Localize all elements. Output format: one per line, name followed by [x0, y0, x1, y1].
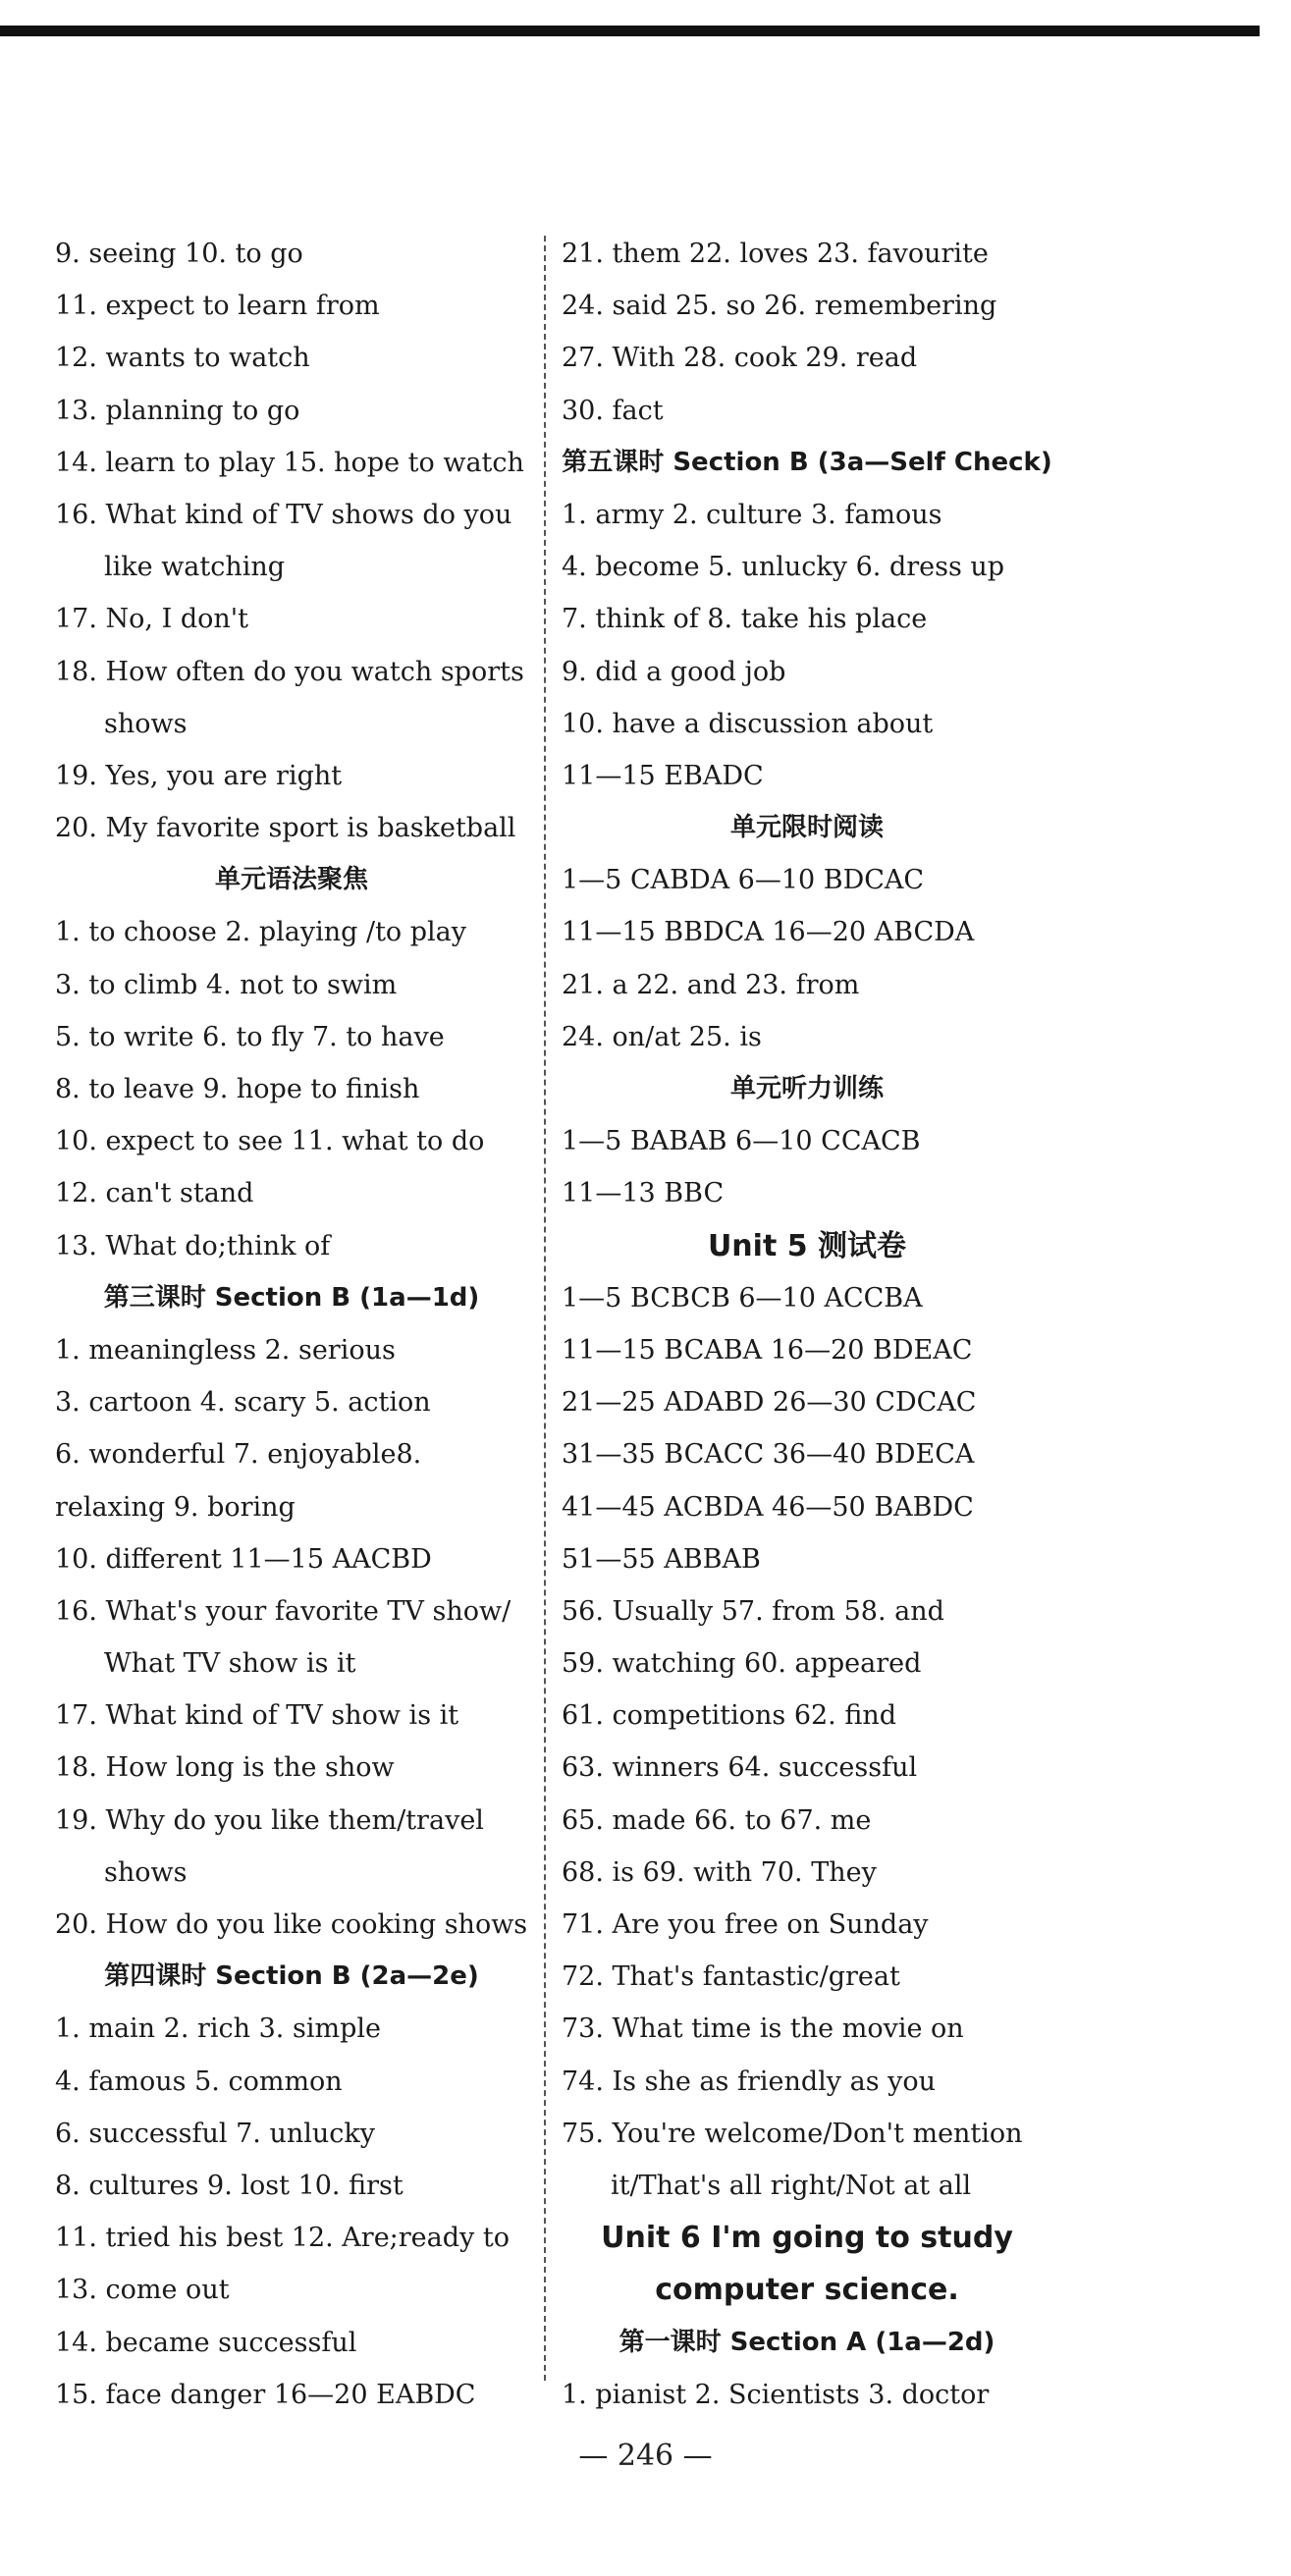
- right-section-heading: 单元限时阅读: [729, 813, 884, 843]
- right-answer-line: 1—5 CABDA 6—10 BDCAC: [562, 865, 925, 896]
- right-answer-line: 68. is 69. with 70. They: [562, 1856, 877, 1888]
- right-answer-line: 56. Usually 57. from 58. and: [562, 1595, 944, 1627]
- left-section-heading: 第三课时 Section B (1a—1d): [103, 1282, 480, 1313]
- right-answer-line: 74. Is she as friendly as you: [562, 2066, 937, 2097]
- left-answer-line: 3. to climb 4. not to swim: [55, 969, 398, 1000]
- right-answer-line: 61. competitions 62. find: [562, 1700, 897, 1732]
- left-answer-line: 19. Yes, you are right: [55, 760, 343, 791]
- right-answer-line: 10. have a discussion about: [562, 708, 934, 739]
- left-section-heading: 单元语法聚焦: [214, 865, 368, 895]
- left-answer-line: 19. Why do you like them/travel: [55, 1804, 484, 1836]
- right-answer-line: 24. said 25. so 26. remembering: [562, 291, 997, 322]
- left-answer-line: 4. famous 5. common: [55, 2066, 343, 2097]
- left-answer-line: 16. What's your favorite TV show/: [55, 1595, 511, 1627]
- left-answer-line: 16. What kind of TV shows do you: [55, 499, 512, 530]
- right-answer-line: 21. a 22. and 23. from: [562, 969, 860, 1000]
- right-answer-line: 9. did a good job: [562, 656, 786, 687]
- left-answer-line: 17. No, I don't: [55, 604, 249, 635]
- page-number: — 246 —: [578, 2439, 713, 2473]
- left-answer-continuation: What TV show is it: [104, 1648, 356, 1680]
- right-section-heading: Unit 6 I'm going to study: [601, 2221, 1013, 2256]
- left-answer-line: 14. learn to play 15. hope to watch: [55, 447, 524, 478]
- left-answer-line: 20. My favorite sport is basketball: [55, 813, 516, 844]
- right-answer-line: 27. With 28. cook 29. read: [562, 343, 918, 374]
- left-answer-line: 6. successful 7. unlucky: [55, 2118, 376, 2149]
- left-answer-line: 13. come out: [55, 2275, 230, 2306]
- left-answer-line: 13. planning to go: [55, 395, 300, 426]
- left-answer-continuation: like watching: [104, 552, 286, 583]
- left-answer-line: 11. tried his best 12. Are;ready to: [55, 2223, 510, 2254]
- right-answer-line: 11—15 EBADC: [562, 760, 764, 791]
- right-answer-line: 30. fact: [562, 395, 664, 426]
- left-answer-line: 12. can't stand: [55, 1178, 254, 1209]
- right-section-heading: Unit 5 测试卷: [707, 1228, 907, 1263]
- right-column: [562, 228, 1052, 2410]
- right-section-heading: 单元听力训练: [729, 1074, 884, 1103]
- right-answer-line: 59. watching 60. appeared: [562, 1648, 922, 1680]
- left-answer-line: 9. seeing 10. to go: [55, 239, 303, 269]
- left-answer-line: 3. cartoon 4. scary 5. action: [55, 1387, 431, 1419]
- right-answer-line: 1—5 BABAB 6—10 CCACB: [562, 1126, 921, 1157]
- left-answer-continuation: shows: [104, 1856, 188, 1888]
- left-section-heading: 第四课时 Section B (2a—2e): [104, 1961, 479, 1992]
- left-answer-continuation: shows: [104, 708, 188, 739]
- right-answer-line: 21—25 ADABD 26—30 CDCAC: [562, 1387, 977, 1419]
- right-answer-line: 51—55 ABBAB: [562, 1543, 761, 1575]
- right-answer-line: 11—15 BCABA 16—20 BDEAC: [562, 1334, 973, 1366]
- right-answer-line: 11—13 BBC: [562, 1178, 725, 1209]
- right-section-heading: 第五课时 Section B (3a—Self Check): [562, 447, 1052, 477]
- left-answer-line: 18. How long is the show: [55, 1752, 395, 1784]
- right-answer-line: 1. army 2. culture 3. famous: [562, 499, 942, 530]
- left-answer-line: 5. to write 6. to fly 7. to have: [55, 1021, 445, 1052]
- left-answer-line: 1. to choose 2. playing /to play: [55, 917, 467, 948]
- right-section-heading: 第一课时 Section A (1a—2d): [619, 2327, 995, 2357]
- right-answer-line: 31—35 BCACC 36—40 BDECA: [562, 1439, 975, 1471]
- left-answer-line: 8. to leave 9. hope to finish: [55, 1074, 420, 1104]
- right-answer-line: 24. on/at 25. is: [562, 1021, 762, 1052]
- right-answer-line: 4. become 5. unlucky 6. dress up: [562, 552, 1005, 583]
- right-answer-line: 21. them 22. loves 23. favourite: [562, 239, 989, 269]
- right-section-heading: computer science.: [655, 2273, 959, 2308]
- left-answer-line: 12. wants to watch: [55, 343, 310, 374]
- left-answer-line: 20. How do you like cooking shows: [55, 1909, 528, 1940]
- left-answer-line: 1. meaningless 2. serious: [55, 1334, 396, 1366]
- left-answer-line: 10. expect to see 11. what to do: [55, 1126, 485, 1157]
- left-answer-line: 1. main 2. rich 3. simple: [55, 2013, 381, 2045]
- column-divider: [544, 236, 546, 2381]
- left-answer-line: relaxing 9. boring: [55, 1491, 296, 1523]
- left-answer-line: 18. How often do you watch sports: [55, 656, 524, 687]
- top-rule: [0, 26, 1260, 36]
- left-answer-line: 15. face danger 16—20 EABDC: [55, 2379, 476, 2410]
- left-answer-line: 8. cultures 9. lost 10. first: [55, 2170, 403, 2201]
- left-answer-line: 10. different 11—15 AACBD: [55, 1543, 432, 1575]
- right-answer-continuation: it/That's all right/Not at all: [611, 2170, 972, 2201]
- right-answer-line: 11—15 BBDCA 16—20 ABCDA: [562, 917, 975, 948]
- left-answer-line: 13. What do;think of: [55, 1230, 331, 1261]
- right-answer-line: 1—5 BCBCB 6—10 ACCBA: [562, 1282, 923, 1314]
- left-answer-line: 11. expect to learn from: [55, 291, 380, 322]
- right-answer-line: 1. pianist 2. Scientists 3. doctor: [562, 2379, 990, 2410]
- right-answer-line: 75. You're welcome/Don't mention: [562, 2118, 1023, 2149]
- right-answer-line: 72. That's fantastic/great: [562, 1961, 900, 1993]
- right-answer-line: 41—45 ACBDA 46—50 BABDC: [562, 1491, 974, 1523]
- right-answer-line: 7. think of 8. take his place: [562, 604, 928, 635]
- left-column: [55, 228, 528, 2410]
- right-answer-line: 65. made 66. to 67. me: [562, 1804, 872, 1836]
- right-answer-line: 63. winners 64. successful: [562, 1752, 918, 1784]
- left-answer-line: 6. wonderful 7. enjoyable8.: [55, 1439, 422, 1471]
- right-answer-line: 73. What time is the movie on: [562, 2013, 964, 2045]
- left-answer-line: 17. What kind of TV show is it: [55, 1700, 459, 1732]
- right-answer-line: 71. Are you free on Sunday: [562, 1909, 929, 1940]
- left-answer-line: 14. became successful: [55, 2327, 357, 2358]
